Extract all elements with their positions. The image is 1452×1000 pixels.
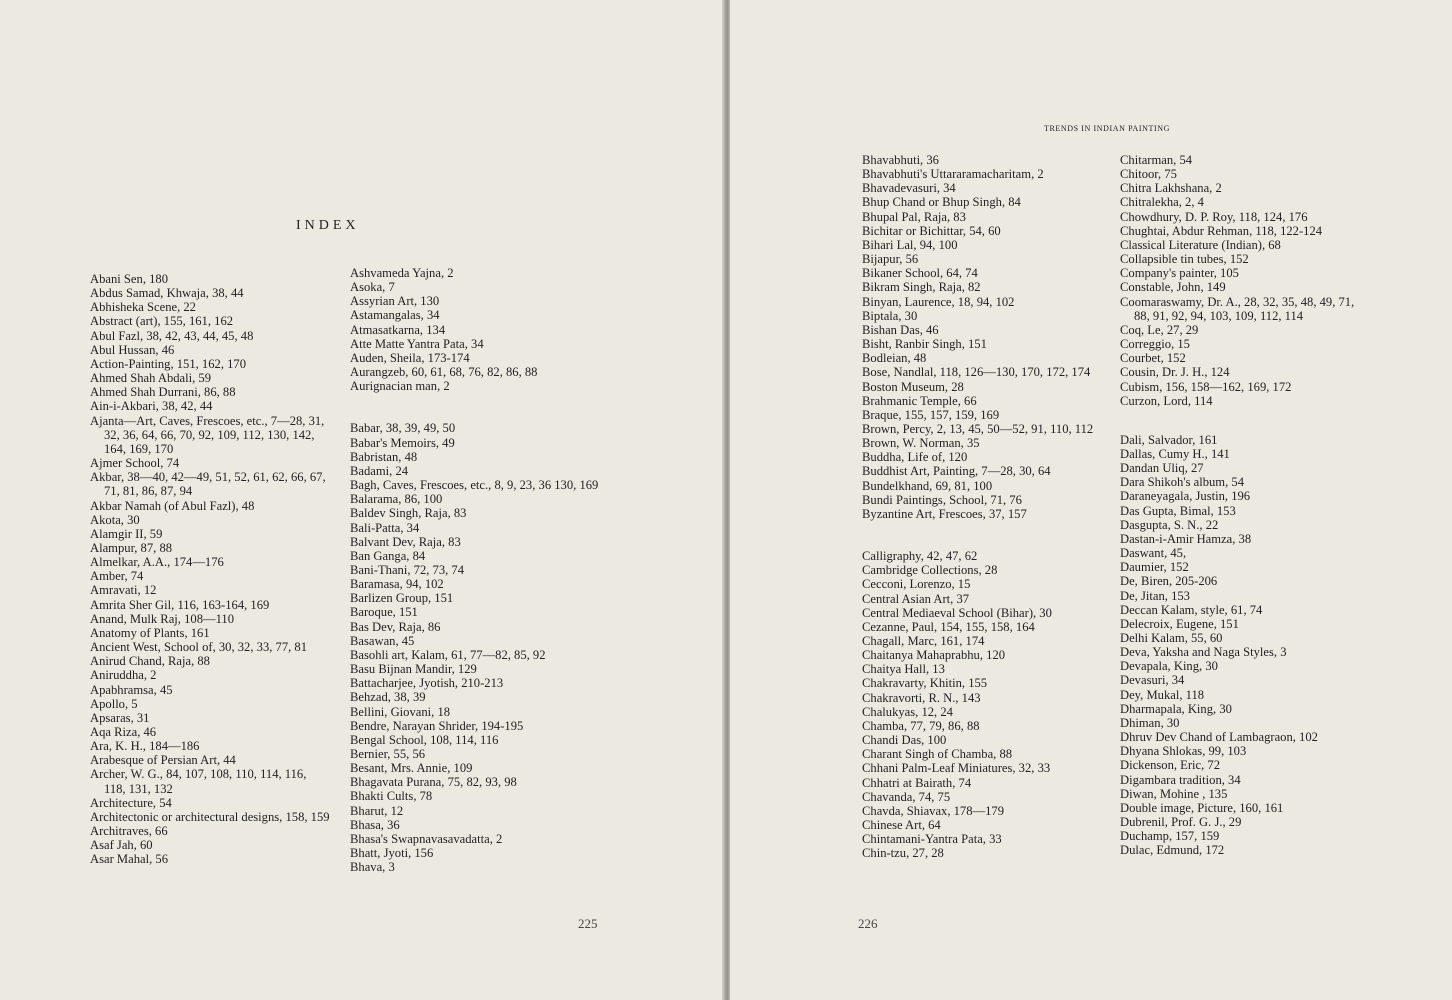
- index-entry: Bijapur, 56: [862, 252, 919, 267]
- index-entry: Besant, Mrs. Annie, 109: [350, 761, 473, 776]
- index-entry: Baldev Singh, Raja, 83: [350, 506, 467, 521]
- index-entry: Central Mediaeval School (Bihar), 30: [862, 605, 1052, 620]
- index-entry: Bikram Singh, Raja, 82: [862, 280, 981, 295]
- index-entry: Battacharjee, Jyotish, 210-213: [350, 676, 504, 691]
- index-entry: Aniruddha, 2: [90, 668, 157, 683]
- index-entry: Das Gupta, Bimal, 153: [1120, 503, 1236, 518]
- index-entry: Ban Ganga, 84: [350, 548, 426, 563]
- index-group-c-cont: [1120, 153, 1370, 408]
- index-entry: Digambara tradition, 34: [1120, 772, 1241, 787]
- index-entry: Bodleian, 48: [862, 351, 927, 366]
- page-number: 225: [578, 916, 598, 931]
- index-entry: Amravati, 12: [90, 583, 157, 598]
- index-entry: Ashvameda Yajna, 2: [350, 266, 454, 280]
- index-entry: Anatomy of Plants, 161: [90, 625, 210, 640]
- index-entry: Curzon, Lord, 114: [1120, 393, 1213, 408]
- index-entry: Akota, 30: [90, 512, 140, 527]
- index-entry: Coq, Le, 27, 29: [1120, 322, 1199, 337]
- index-entry: Aurangzeb, 60, 61, 68, 76, 82, 86, 88: [350, 365, 538, 380]
- index-entry: Brown, W. Norman, 35: [862, 436, 980, 451]
- index-entry: Boston Museum, 28: [862, 379, 964, 394]
- index-entry: Baramasa, 94, 102: [350, 577, 444, 592]
- index-entry: Badami, 24: [350, 463, 409, 478]
- index-entry: Basu Bijnan Mandir, 129: [350, 662, 477, 677]
- index-entry: Dhyana Shlokas, 99, 103: [1120, 744, 1247, 759]
- index-entry: Basawan, 45: [350, 633, 415, 648]
- index-entry: Biptala, 30: [862, 308, 918, 323]
- index-entry: Chintamani-Yantra Pata, 33: [862, 832, 1002, 847]
- index-entry: Ajanta—Art, Caves, Frescoes, etc., 7—28, 31, 32, 36, 64, 66, 70, 92, 109, 112, 130, 142, 164, 169, 170: [90, 413, 325, 456]
- index-entry: Dastan-i-Amir Hamza, 38: [1120, 531, 1252, 546]
- index-entry: Buddha, Life of, 120: [862, 450, 968, 465]
- index-entry: Bagh, Caves, Frescoes, etc., 8, 9, 23, 36 130, 169: [350, 478, 599, 493]
- index-entry: Delhi Kalam, 55, 60: [1120, 631, 1223, 645]
- index-entry: Chavanda, 74, 75: [862, 789, 951, 804]
- index-group-b-cont: [862, 153, 1110, 521]
- index-entry: Asaf Jah, 60: [90, 838, 153, 853]
- index-entry: Bose, Nandlal, 118, 126—130, 170, 172, 174: [862, 365, 1091, 380]
- index-entry: Chamba, 77, 79, 86, 88: [862, 718, 980, 733]
- group-spacer: [862, 521, 1110, 549]
- index-entry: Babristan, 48: [350, 449, 418, 464]
- index-entry: Atte Matte Yantra Pata, 34: [350, 336, 484, 351]
- index-entry: Daswant, 45,: [1120, 546, 1187, 561]
- index-entry: Ain-i-Akbari, 38, 42, 44: [90, 399, 213, 414]
- index-entry: Amrita Sher Gil, 116, 163-164, 169: [90, 597, 270, 612]
- index-entry: Central Asian Art, 37: [862, 591, 970, 606]
- index-entry: Dhiman, 30: [1120, 715, 1180, 730]
- index-entry: Bhavadevasuri, 34: [862, 181, 956, 196]
- index-entry: Alamgir II, 59: [90, 526, 163, 541]
- index-entry: Dey, Mukal, 118: [1120, 687, 1205, 702]
- index-entry: Cubism, 156, 158—162, 169, 172: [1120, 379, 1292, 394]
- index-entry: Ahmed Shah Durrani, 86, 88: [90, 385, 236, 400]
- index-entry: Chhatri at Bairath, 74: [862, 775, 972, 790]
- index-entry: Binyan, Laurence, 18, 94, 102: [862, 294, 1015, 309]
- index-entry: Bichitar or Bichittar, 54, 60: [862, 223, 1001, 238]
- index-entry: Abdus Samad, Khwaja, 38, 44: [90, 286, 244, 301]
- running-head: TRENDS IN INDIAN PAINTING: [1043, 124, 1170, 133]
- index-entry: Abani Sen, 180: [90, 272, 169, 286]
- index-entry: Astamangalas, 34: [350, 308, 440, 323]
- index-entry: Bas Dev, Raja, 86: [350, 619, 441, 634]
- index-entry: Courbet, 152: [1120, 351, 1186, 366]
- index-entry: Chin-tzu, 27, 28: [862, 846, 944, 861]
- index-entry: Bhasa's Swapnavasavadatta, 2: [350, 831, 503, 846]
- index-entry: Chakravorti, R. N., 143: [862, 690, 981, 705]
- index-entry: Alampur, 87, 88: [90, 540, 173, 555]
- index-entry: Chitoor, 75: [1120, 167, 1177, 182]
- index-entry: Balarama, 86, 100: [350, 492, 443, 507]
- index-entry: Chaitanya Mahaprabhu, 120: [862, 648, 1006, 663]
- index-entry: Apollo, 5: [90, 696, 138, 711]
- index-entry: Abul Hussan, 46: [90, 342, 175, 357]
- index-entry: Bundelkhand, 69, 81, 100: [862, 478, 993, 493]
- index-entry: Classical Literature (Indian), 68: [1120, 237, 1281, 252]
- index-entry: Cambridge Collections, 28: [862, 563, 998, 578]
- index-entry: Bali-Patta, 34: [350, 520, 420, 535]
- index-entry: Company's painter, 105: [1120, 266, 1239, 281]
- index-entry: Chughtai, Abdur Rehman, 118, 122-124: [1120, 223, 1323, 238]
- index-column-left-1: [90, 272, 330, 867]
- index-entry: Amber, 74: [90, 569, 144, 584]
- index-entry: Dubrenil, Prof. G. J., 29: [1120, 815, 1242, 830]
- index-entry: Babar, 38, 39, 49, 50: [350, 421, 456, 436]
- index-entry: Bhava, 3: [350, 860, 395, 875]
- index-entry: Chinese Art, 64: [862, 818, 941, 833]
- index-entry: Dulac, Edmund, 172: [1120, 843, 1225, 858]
- index-entry: Barlizen Group, 151: [350, 591, 454, 606]
- index-entry: Chandi Das, 100: [862, 733, 947, 748]
- index-entry: Dickenson, Eric, 72: [1120, 758, 1221, 773]
- index-entry: Aqa Riza, 46: [90, 725, 157, 739]
- index-entry: Assyrian Art, 130: [350, 294, 440, 309]
- index-entry: Devapala, King, 30: [1120, 659, 1218, 674]
- index-entry: Delecroix, Eugene, 151: [1120, 616, 1239, 631]
- index-entry: Anand, Mulk Raj, 108—110: [90, 611, 235, 626]
- index-entry: Dali, Salvador, 161: [1120, 432, 1218, 447]
- index-entry: Diwan, Mohine , 135: [1120, 786, 1228, 801]
- left-page: [0, 0, 724, 1000]
- index-entry: De, Jitan, 153: [1120, 588, 1190, 603]
- index-entry: Bhavabhuti's Uttararamacharitam, 2: [862, 167, 1044, 182]
- index-entry: Dhruv Dev Chand of Lambagraon, 102: [1120, 730, 1318, 745]
- index-entry: Buddhist Art, Painting, 7—28, 30, 64: [862, 464, 1051, 479]
- index-entry: Bisht, Ranbir Singh, 151: [862, 337, 987, 352]
- index-entry: Apabhramsa, 45: [90, 682, 173, 697]
- index-entry: Behzad, 38, 39: [350, 690, 426, 705]
- index-entry: Architecture, 54: [90, 795, 172, 810]
- index-entry: Brown, Percy, 2, 13, 45, 50—52, 91, 110, 112: [862, 421, 1094, 436]
- index-entry: Balvant Dev, Raja, 83: [350, 534, 461, 549]
- index-entry: Duchamp, 157, 159: [1120, 829, 1220, 844]
- index-entry: Brahmanic Temple, 66: [862, 393, 977, 408]
- index-entry: Bhakti Cults, 78: [350, 789, 433, 804]
- index-entry: Devasuri, 34: [1120, 673, 1185, 688]
- index-entry: Dara Shikoh's album, 54: [1120, 475, 1244, 490]
- index-entry: Chagall, Marc, 161, 174: [862, 634, 985, 648]
- index-entry: Bengal School, 108, 114, 116: [350, 732, 499, 747]
- index-entry: Correggio, 15: [1120, 337, 1190, 352]
- index-entry: Abul Fazl, 38, 42, 43, 44, 45, 48: [90, 328, 254, 343]
- index-entry: Double image, Picture, 160, 161: [1120, 800, 1284, 815]
- index-column-right-2: [1120, 153, 1370, 858]
- index-entry: Archer, W. G., 84, 107, 108, 110, 114, 116, 118, 131, 132: [90, 767, 307, 796]
- index-entry: Bernier, 55, 56: [350, 747, 426, 761]
- index-entry: Apsaras, 31: [90, 710, 150, 725]
- index-group-c: [862, 549, 1110, 860]
- index-entry: Bendre, Narayan Shrider, 194-195: [350, 718, 524, 733]
- index-entry: Abhisheka Scene, 22: [90, 300, 196, 315]
- index-entry: Constable, John, 149: [1120, 280, 1226, 295]
- index-entry: Architraves, 66: [90, 824, 168, 839]
- index-entry: Bundi Paintings, School, 71, 76: [862, 492, 1022, 507]
- index-entry: De, Biren, 205-206: [1120, 574, 1218, 589]
- index-entry: Calligraphy, 42, 47, 62: [862, 549, 978, 564]
- index-entry: Architectonic or architectural designs, 158, 159: [90, 809, 330, 824]
- index-entry: Akbar Namah (of Abul Fazl), 48: [90, 498, 255, 513]
- index-entry: Chitarman, 54: [1120, 153, 1193, 167]
- index-entry: Asoka, 7: [350, 280, 395, 295]
- index-entry: Bellini, Giovani, 18: [350, 704, 451, 719]
- index-entry: Baroque, 151: [350, 605, 418, 620]
- index-entry: Bikaner School, 64, 74: [862, 266, 978, 281]
- index-entry: Ancient West, School of, 30, 32, 33, 77, 81: [90, 640, 308, 655]
- index-group-b: [350, 421, 600, 874]
- index-entry: Bhagavata Purana, 75, 82, 93, 98: [350, 775, 517, 790]
- index-entry: Bishan Das, 46: [862, 322, 939, 337]
- index-entry: Auden, Sheila, 173-174: [350, 350, 470, 365]
- index-entry: Basohli art, Kalam, 61, 77—82, 85, 92: [350, 647, 546, 662]
- index-entry: Asar Mahal, 56: [90, 852, 168, 867]
- index-entry: Cezanne, Paul, 154, 155, 158, 164: [862, 619, 1035, 634]
- index-entry: Chaitya Hall, 13: [862, 662, 945, 677]
- index-entry: Daraneyagala, Justin, 196: [1120, 489, 1251, 504]
- index-column-right-1: [862, 153, 1110, 861]
- index-entry: Charant Singh of Chamba, 88: [862, 747, 1013, 762]
- index-entry: Bhatt, Jyoti, 156: [350, 846, 434, 861]
- index-entry: Chakravarty, Khitin, 155: [862, 676, 988, 691]
- index-entry: Bani-Thani, 72, 73, 74: [350, 562, 465, 577]
- index-entry: Aurignacian man, 2: [350, 379, 450, 394]
- index-entry: Anirud Chand, Raja, 88: [90, 654, 210, 669]
- index-entry: Atmasatkarna, 134: [350, 322, 446, 337]
- index-entry: Bharut, 12: [350, 803, 404, 818]
- index-entry: Chitra Lakhshana, 2: [1120, 181, 1222, 196]
- index-entry: Action-Painting, 151, 162, 170: [90, 356, 247, 371]
- index-entry: Bhavabhuti, 36: [862, 153, 939, 167]
- index-entry: Dasgupta, S. N., 22: [1120, 517, 1219, 532]
- index-entry: Daumier, 152: [1120, 560, 1189, 575]
- page-title: INDEX: [296, 218, 360, 233]
- index-entry: Abstract (art), 155, 161, 162: [90, 314, 234, 329]
- group-spacer: [1120, 408, 1370, 433]
- index-entry: Arabesque of Persian Art, 44: [90, 753, 236, 768]
- index-entry: Ahmed Shah Abdali, 59: [90, 371, 212, 386]
- index-entry: Deva, Yaksha and Naga Styles, 3: [1120, 645, 1287, 660]
- index-entry: Ajmer School, 74: [90, 456, 180, 471]
- index-entry: Bhupal Pal, Raja, 83: [862, 209, 966, 224]
- index-entry: Coomaraswamy, Dr. A., 28, 32, 35, 48, 49, 71, 88, 91, 92, 94, 103, 109, 112, 114: [1120, 294, 1355, 323]
- index-entry: Braque, 155, 157, 159, 169: [862, 407, 1000, 422]
- index-entry: Byzantine Art, Frescoes, 37, 157: [862, 506, 1027, 521]
- index-entry: Cecconi, Lorenzo, 15: [862, 577, 971, 592]
- index-entry: Chowdhury, D. P. Roy, 118, 124, 176: [1120, 209, 1308, 224]
- group-spacer: [350, 393, 600, 421]
- index-group-a-cont: [350, 266, 600, 393]
- index-entry: Chalukyas, 12, 24: [862, 704, 953, 719]
- index-entry: Babar's Memoirs, 49: [350, 435, 455, 450]
- index-group-d: [1120, 433, 1370, 858]
- index-entry: Ara, K. H., 184—186: [90, 739, 200, 754]
- page-number: 226: [858, 916, 878, 931]
- index-entry: Deccan Kalam, style, 61, 74: [1120, 602, 1263, 617]
- index-entry: Collapsible tin tubes, 152: [1120, 252, 1249, 267]
- index-entry: Dandan Uliq, 27: [1120, 461, 1204, 476]
- index-entry: Akbar, 38—40, 42—49, 51, 52, 61, 62, 66, 67, 71, 81, 86, 87, 94: [90, 470, 326, 499]
- index-entry: Dallas, Cumy H., 141: [1120, 446, 1230, 461]
- index-entry: Bihari Lal, 94, 100: [862, 237, 958, 252]
- index-column-left-2: [350, 266, 600, 874]
- right-page: [730, 0, 1452, 1000]
- index-entry: Cousin, Dr. J. H., 124: [1120, 365, 1230, 380]
- index-entry: Chavda, Shiavax, 178—179: [862, 803, 1005, 818]
- index-entry: Chitralekha, 2, 4: [1120, 195, 1204, 210]
- index-entry: Dharmapala, King, 30: [1120, 701, 1232, 716]
- index-entry: Chhani Palm-Leaf Miniatures, 32, 33: [862, 761, 1051, 776]
- index-entry: Almelkar, A.A., 174—176: [90, 555, 224, 570]
- index-entry: Bhup Chand or Bhup Singh, 84: [862, 195, 1021, 210]
- index-entry: Bhasa, 36: [350, 817, 400, 832]
